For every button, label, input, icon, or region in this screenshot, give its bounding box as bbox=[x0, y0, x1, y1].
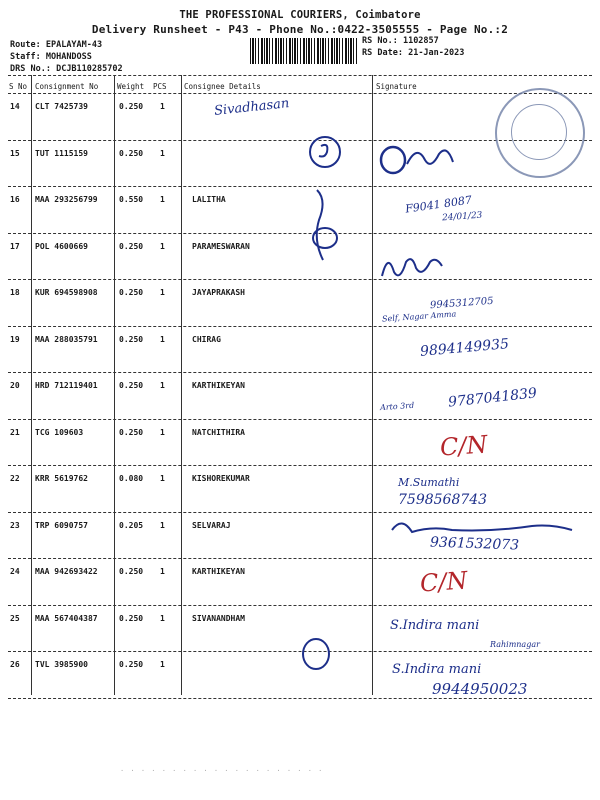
col-header-consignment: Consignment No bbox=[35, 82, 99, 91]
row-consignment-no: TCG 109603 bbox=[35, 427, 84, 437]
row-pcs: 1 bbox=[160, 102, 165, 111]
row-consignee: NATCHITHIRA bbox=[192, 427, 245, 437]
route-line: Route: EPALAYAM-43 bbox=[10, 40, 103, 50]
row-consignment-no: TRP 6090757 bbox=[35, 520, 88, 530]
staff-line: Staff: MOHANDOSS bbox=[10, 52, 92, 62]
row-separator bbox=[8, 419, 592, 420]
row-separator bbox=[8, 605, 592, 606]
rs-no-line: RS No.: 1102857 bbox=[362, 36, 439, 46]
row-weight: 0.250 bbox=[119, 567, 144, 576]
col-header-sno: S No bbox=[9, 82, 28, 91]
handwritten-signature-17 bbox=[378, 250, 448, 280]
row-consignee: JAYAPRAKASH bbox=[192, 288, 245, 297]
row-separator bbox=[8, 465, 592, 466]
row-weight: 0.250 bbox=[119, 613, 144, 623]
col-header-weight: Weight bbox=[117, 82, 145, 91]
handwritten-signature: Sivadhasan bbox=[213, 96, 290, 119]
row-consignment-no: CLT 7425739 bbox=[35, 102, 88, 111]
row-sno: 14 bbox=[10, 102, 20, 111]
table-top-rule bbox=[8, 75, 592, 76]
row-consignee: KISHOREKUMAR bbox=[192, 474, 250, 483]
col-divider bbox=[372, 75, 373, 695]
col-header-signature: Signature bbox=[376, 82, 417, 91]
row-consignment-no: MAA 567404387 bbox=[35, 613, 98, 623]
row-separator bbox=[8, 558, 592, 559]
row-consignment-no: TUT 1115159 bbox=[35, 148, 88, 158]
handwritten-phone-26: 9944950023 bbox=[432, 680, 528, 698]
row-consignment-no: POL 4600669 bbox=[35, 241, 88, 251]
row-weight: 0.250 bbox=[119, 102, 144, 111]
row-sno: 21 bbox=[10, 427, 20, 437]
barcode bbox=[250, 38, 358, 64]
row-weight: 0.250 bbox=[119, 381, 144, 390]
row-pcs: 1 bbox=[160, 334, 165, 344]
row-weight: 0.080 bbox=[119, 474, 144, 483]
row-sno: 26 bbox=[10, 660, 20, 669]
row-consignment-no: MAA 942693422 bbox=[35, 567, 98, 576]
handwritten-phone-20: 9787041839 bbox=[447, 385, 538, 411]
header-bottom-rule bbox=[8, 93, 592, 94]
stamp-inner-ring bbox=[511, 104, 567, 160]
row-sno: 17 bbox=[10, 241, 20, 251]
row-pcs: 1 bbox=[160, 520, 165, 530]
row-sno: 16 bbox=[10, 195, 20, 204]
row-separator bbox=[8, 512, 592, 513]
row-weight: 0.250 bbox=[119, 427, 144, 437]
row-weight: 0.250 bbox=[119, 660, 144, 669]
row-sno: 20 bbox=[10, 381, 20, 390]
company-stamp bbox=[495, 88, 585, 178]
col-divider bbox=[181, 75, 182, 695]
row-consignment-no: MAA 293256799 bbox=[35, 195, 98, 204]
row-pcs: 1 bbox=[160, 195, 165, 204]
row-separator bbox=[8, 326, 592, 327]
rs-date-value: 21-Jan-2023 bbox=[408, 48, 465, 58]
row-consignee: SELVARAJ bbox=[192, 520, 231, 530]
route-value: EPALAYAM-43 bbox=[45, 40, 103, 50]
handwritten-cn-21: C/N bbox=[439, 430, 489, 462]
drs-line: DRS No.: DCJB110285702 bbox=[10, 64, 123, 74]
row-consignee: SIVANANDHAM bbox=[192, 613, 245, 623]
row-consignment-no: HRD 712119401 bbox=[35, 381, 98, 390]
handwritten-signature-15 bbox=[375, 140, 475, 180]
row-weight: 0.250 bbox=[119, 288, 144, 297]
handwritten-note-20: Arto 3rd bbox=[379, 400, 415, 413]
row-sno: 18 bbox=[10, 288, 20, 297]
handwritten-scribble bbox=[295, 120, 355, 280]
row-pcs: 1 bbox=[160, 567, 165, 576]
handwritten-name-22: M.Sumathi bbox=[398, 476, 460, 489]
row-consignee: CHIRAG bbox=[192, 334, 221, 344]
row-weight: 0.550 bbox=[119, 195, 144, 204]
handwritten-date-16: 24/01/23 bbox=[441, 210, 483, 224]
handwritten-phone-18: 9945312705 bbox=[429, 295, 494, 312]
row-pcs: 1 bbox=[160, 148, 165, 158]
row-pcs: 1 bbox=[160, 241, 165, 251]
runsheet-subtitle: Delivery Runsheet - P43 - Phone No.:0422-3505555 - Page No.:2 bbox=[91, 23, 509, 36]
row-sno: 22 bbox=[10, 474, 20, 483]
col-divider bbox=[114, 75, 115, 695]
faint-footer-text: · · · · · · · · · · · · · · · · · · · · bbox=[120, 767, 324, 775]
row-pcs: 1 bbox=[160, 381, 165, 390]
row-pcs: 1 bbox=[160, 474, 165, 483]
row-consignee: KARTHIKEYAN bbox=[192, 567, 245, 576]
handwritten-phone-22: 7598568743 bbox=[398, 492, 488, 508]
staff-value: MOHANDOSS bbox=[45, 52, 92, 62]
row-pcs: 1 bbox=[160, 660, 165, 669]
handwritten-phone-19: 9894149935 bbox=[419, 336, 510, 360]
company-title: THE PROFESSIONAL COURIERS, Coimbatore bbox=[179, 9, 421, 21]
handwritten-scribble-25 bbox=[296, 634, 336, 674]
handwritten-phone-16: F9041 8087 bbox=[404, 193, 473, 216]
handwritten-note-25: Rahimnagar bbox=[490, 640, 540, 649]
col-header-consignee: Consignee Details bbox=[184, 82, 261, 91]
drs-value: DCJB110285702 bbox=[56, 64, 123, 74]
row-pcs: 1 bbox=[160, 288, 165, 297]
row-sno: 24 bbox=[10, 567, 20, 576]
row-consignment-no: KUR 694598908 bbox=[35, 288, 98, 297]
row-consignment-no: MAA 288035791 bbox=[35, 334, 98, 344]
handwritten-note-18: Self, Nagar Amma bbox=[381, 309, 457, 324]
row-weight: 0.205 bbox=[119, 520, 144, 530]
handwritten-name-26: S.Indira mani bbox=[392, 662, 482, 677]
row-consignment-no: KRR 5619762 bbox=[35, 474, 88, 483]
row-pcs: 1 bbox=[160, 613, 165, 623]
col-divider bbox=[31, 75, 32, 695]
rs-date-line: RS Date: 21-Jan-2023 bbox=[362, 48, 465, 58]
row-sno: 15 bbox=[10, 148, 20, 158]
row-consignee: LALITHA bbox=[192, 195, 226, 204]
col-header-pcs: PCS bbox=[153, 82, 167, 91]
row-weight: 0.250 bbox=[119, 241, 144, 251]
row-consignee: KARTHIKEYAN bbox=[192, 381, 245, 390]
row-weight: 0.250 bbox=[119, 148, 144, 158]
row-sno: 19 bbox=[10, 334, 20, 344]
handwritten-phone-23: 9361532073 bbox=[429, 534, 520, 554]
row-pcs: 1 bbox=[160, 427, 165, 437]
row-consignment-no: TVL 3985900 bbox=[35, 660, 88, 669]
row-sno: 25 bbox=[10, 613, 20, 623]
rs-no-value: 1102857 bbox=[402, 36, 439, 46]
handwritten-cn-24: C/N bbox=[419, 566, 469, 598]
handwritten-name-25: S.Indira mani bbox=[390, 618, 480, 633]
row-sno: 23 bbox=[10, 520, 20, 530]
row-weight: 0.250 bbox=[119, 334, 144, 344]
row-consignee: PARAMESWARAN bbox=[192, 241, 250, 251]
row-separator bbox=[8, 372, 592, 373]
handwritten-signature-23 bbox=[388, 516, 578, 536]
